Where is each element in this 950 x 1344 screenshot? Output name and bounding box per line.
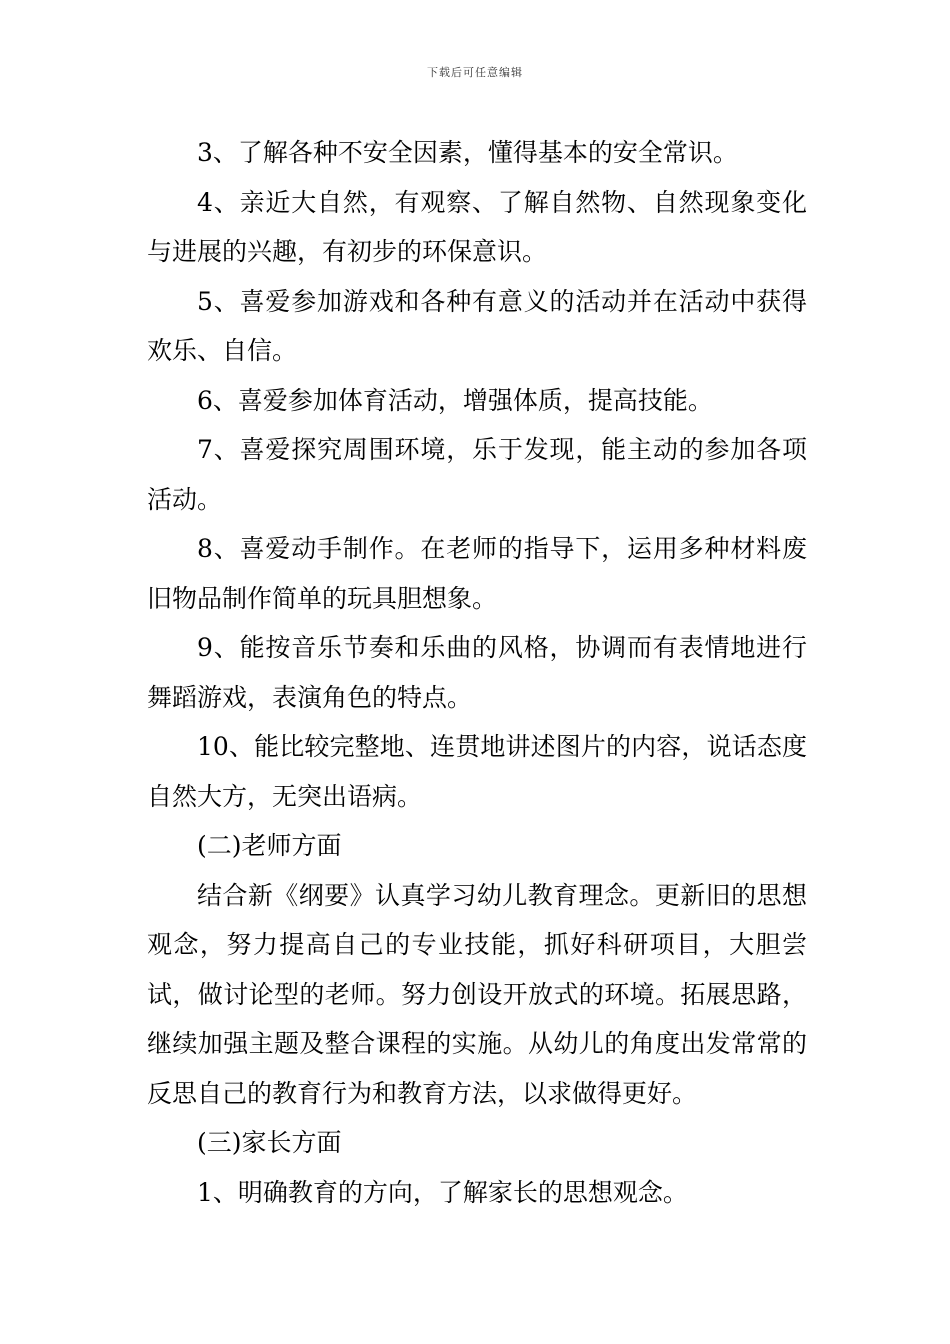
paragraph-goal-9: 9、能按音乐节奏和乐曲的风格，协调而有表情地进行舞蹈游戏，表演角色的特点。 [147, 633, 807, 712]
paragraph-goal-7: 7、喜爱探究周围环境，乐于发现，能主动的参加各项活动。 [147, 435, 807, 514]
paragraph-goal-4: 4、亲近大自然，有观察、了解自然物、自然现象变化与进展的兴趣，有初步的环保意识。 [147, 187, 807, 266]
paragraph-goal-3: 3、了解各种不安全因素，懂得基本的安全常识。 [197, 138, 738, 167]
section-heading-parents: (三)家长方面 [197, 1128, 342, 1157]
paragraph-goal-5: 5、喜爱参加游戏和各种有意义的活动并在活动中获得欢乐、自信。 [147, 286, 807, 365]
document-body [147, 128, 807, 1217]
paragraph-teacher: 结合新《纲要》认真学习幼儿教育理念。更新旧的思想观念，努力提高自己的专业技能，抓好科研项目，大胆尝试，做讨论型的老师。努力创设开放式的环境。拓展思路，继续加强主题及整合课程的实施。从幼儿的角度出发常常的反思自己的教育行为和教育方法，以求做得更好。 [147, 880, 807, 1108]
paragraph-goal-8: 8、喜爱动手制作。在老师的指导下，运用多种材料废旧物品制作简单的玩具胆想象。 [147, 534, 807, 613]
paragraph-goal-6: 6、喜爱参加体育活动，增强体质，提高技能。 [197, 385, 713, 415]
paragraph-goal-10: 10、能比较完整地、连贯地讲述图片的内容，说话态度自然大方，无突出语病。 [147, 732, 807, 811]
section-heading-teacher: (二)老师方面 [197, 831, 342, 860]
page-header-note: 下载后可任意编辑 [427, 66, 523, 79]
paragraph-parents-1: 1、明确教育的方向，了解家长的思想观念。 [197, 1177, 688, 1207]
